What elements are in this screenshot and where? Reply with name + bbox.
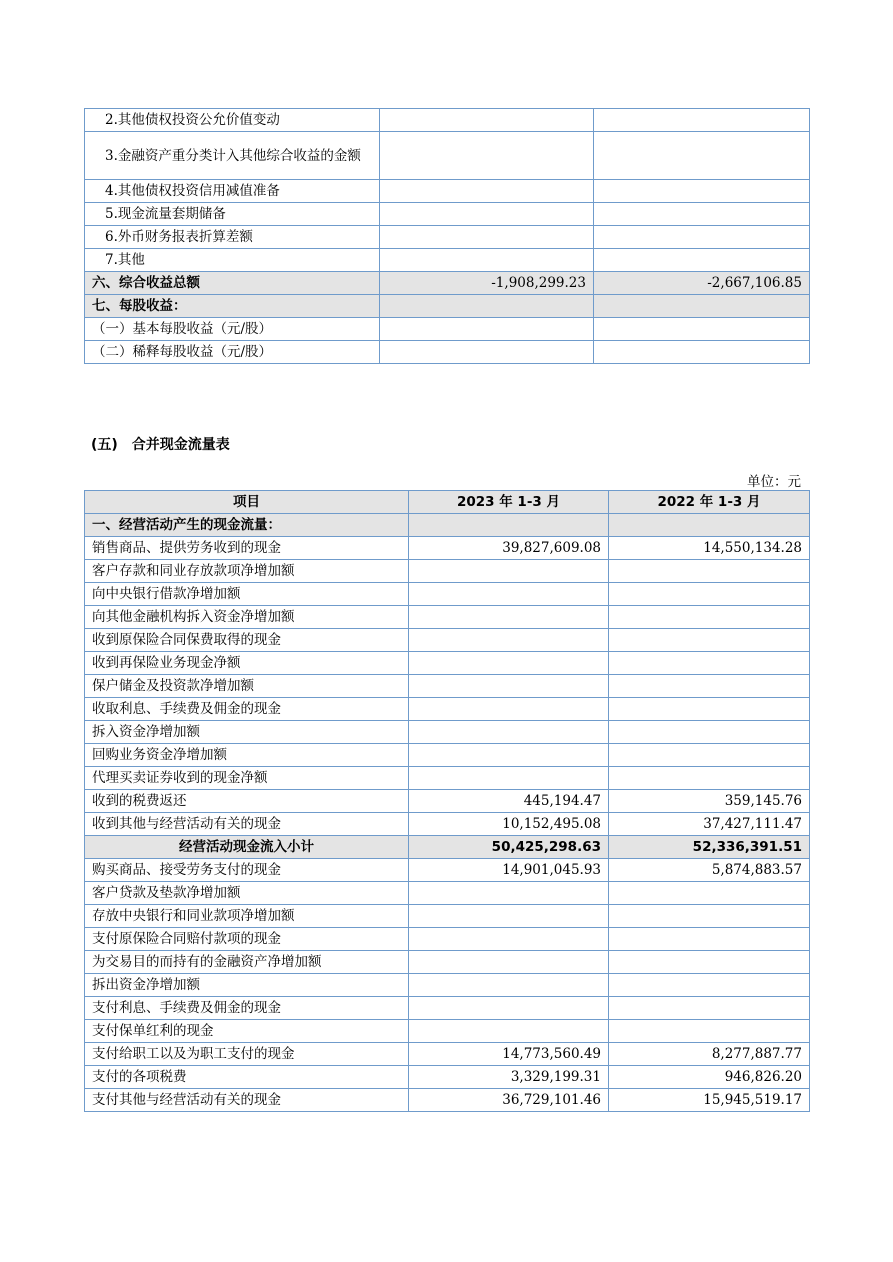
table-row: [85, 744, 810, 767]
value-current: [380, 109, 594, 132]
table-row: [85, 583, 810, 606]
row-label: 7.其他: [85, 249, 380, 272]
section-heading: 合并现金流量表: [131, 437, 230, 453]
table-row: [85, 1043, 810, 1066]
value-prior: -2,667,106.85: [594, 272, 810, 295]
value-current: [409, 928, 609, 951]
section-title: [91, 434, 230, 454]
row-label: 5.现金流量套期储备: [85, 203, 380, 226]
table-row: [85, 1066, 810, 1089]
table-row: [85, 882, 810, 905]
value-prior: [609, 721, 810, 744]
table-row: [85, 997, 810, 1020]
value-current: [380, 318, 594, 341]
table-row: [85, 132, 810, 180]
value-current: [380, 295, 594, 318]
table-row-total-comprehensive-income: [85, 272, 810, 295]
row-label: 向其他金融机构拆入资金净增加额: [85, 606, 409, 629]
value-prior: [609, 606, 810, 629]
value-prior: [609, 514, 810, 537]
value-current: [380, 226, 594, 249]
value-current: 14,773,560.49: [409, 1043, 609, 1066]
value-current: 39,827,609.08: [409, 537, 609, 560]
row-label: 客户贷款及垫款净增加额: [85, 882, 409, 905]
row-label: 支付原保险合同赔付款项的现金: [85, 928, 409, 951]
row-label: 2.其他债权投资公允价值变动: [85, 109, 380, 132]
row-label: 保户储金及投资款净增加额: [85, 675, 409, 698]
value-prior: [609, 951, 810, 974]
value-prior: [609, 560, 810, 583]
row-label: 收到再保险业务现金净额: [85, 652, 409, 675]
row-label: 代理买卖证券收到的现金净额: [85, 767, 409, 790]
value-prior: [594, 249, 810, 272]
row-label: 拆出资金净增加额: [85, 974, 409, 997]
value-current: [409, 997, 609, 1020]
table-row: [85, 859, 810, 882]
value-prior: [594, 341, 810, 364]
value-current: [409, 721, 609, 744]
value-prior: [609, 583, 810, 606]
value-current: [409, 767, 609, 790]
table-row: [85, 928, 810, 951]
table-row: [85, 652, 810, 675]
value-current: 14,901,045.93: [409, 859, 609, 882]
row-label: 3.金融资产重分类计入其他综合收益的金额: [85, 132, 380, 180]
table-row: [85, 537, 810, 560]
row-label: 6.外币财务报表折算差额: [85, 226, 380, 249]
row-label: 支付保单红利的现金: [85, 1020, 409, 1043]
value-prior: [609, 744, 810, 767]
table-row: [85, 318, 810, 341]
row-label: 收取利息、手续费及佣金的现金: [85, 698, 409, 721]
value-prior: 946,826.20: [609, 1066, 810, 1089]
value-current: [409, 606, 609, 629]
table-row: [85, 1020, 810, 1043]
value-prior: [609, 905, 810, 928]
value-prior: [609, 1020, 810, 1043]
cash-flow-table: [84, 490, 810, 1112]
table-row: [85, 606, 810, 629]
row-label: 支付利息、手续费及佣金的现金: [85, 997, 409, 1020]
table-row-eps-heading: [85, 295, 810, 318]
row-label: 向中央银行借款净增加额: [85, 583, 409, 606]
row-label: 七、每股收益：: [85, 295, 380, 318]
row-label: 支付给职工以及为职工支付的现金: [85, 1043, 409, 1066]
row-label: 存放中央银行和同业款项净增加额: [85, 905, 409, 928]
row-label: 为交易目的而持有的金融资产净增加额: [85, 951, 409, 974]
value-prior: [594, 226, 810, 249]
table-header-row: [85, 491, 810, 514]
value-prior: [609, 882, 810, 905]
row-label: 收到原保险合同保费取得的现金: [85, 629, 409, 652]
value-current: [409, 652, 609, 675]
row-label: 六、综合收益总额: [85, 272, 380, 295]
value-current: [380, 180, 594, 203]
value-current: 10,152,495.08: [409, 813, 609, 836]
row-label: （一）基本每股收益（元/股）: [85, 318, 380, 341]
value-current: [380, 249, 594, 272]
table-row-section-operating: [85, 514, 810, 537]
value-prior: [609, 698, 810, 721]
value-current: [409, 1020, 609, 1043]
row-label: （二）稀释每股收益（元/股）: [85, 341, 380, 364]
table-row: [85, 249, 810, 272]
value-current: 36,729,101.46: [409, 1089, 609, 1112]
value-current: [409, 629, 609, 652]
table-row: [85, 813, 810, 836]
value-prior: [594, 132, 810, 180]
table-row: [85, 905, 810, 928]
value-prior: 15,945,519.17: [609, 1089, 810, 1112]
table-row: [85, 629, 810, 652]
value-prior: [594, 203, 810, 226]
table-row: [85, 1089, 810, 1112]
table-row: [85, 560, 810, 583]
value-current: 3,329,199.31: [409, 1066, 609, 1089]
row-label: 购买商品、接受劳务支付的现金: [85, 859, 409, 882]
header-item: 项目: [85, 491, 409, 514]
row-label: 拆入资金净增加额: [85, 721, 409, 744]
value-current: [380, 341, 594, 364]
row-label: 销售商品、提供劳务收到的现金: [85, 537, 409, 560]
table-row-operating-inflow-subtotal: [85, 836, 810, 859]
value-prior: 37,427,111.47: [609, 813, 810, 836]
value-current: [409, 974, 609, 997]
value-prior: 5,874,883.57: [609, 859, 810, 882]
value-prior: 52,336,391.51: [609, 836, 810, 859]
row-label: 经营活动现金流入小计: [85, 836, 409, 859]
row-label: 回购业务资金净增加额: [85, 744, 409, 767]
value-current: [409, 951, 609, 974]
row-label: 收到的税费返还: [85, 790, 409, 813]
value-current: [409, 882, 609, 905]
row-label: 收到其他与经营活动有关的现金: [85, 813, 409, 836]
value-current: [380, 203, 594, 226]
value-prior: 359,145.76: [609, 790, 810, 813]
row-label: 4.其他债权投资信用减值准备: [85, 180, 380, 203]
header-current-period: 2023 年 1-3 月: [409, 491, 609, 514]
table-row: [85, 109, 810, 132]
table-row: [85, 675, 810, 698]
row-label: 一、经营活动产生的现金流量：: [85, 514, 409, 537]
table-row: [85, 721, 810, 744]
value-current: [409, 905, 609, 928]
section-number: (五): [91, 437, 118, 453]
header-prior-period: 2022 年 1-3 月: [609, 491, 810, 514]
value-current: [409, 698, 609, 721]
value-prior: [609, 767, 810, 790]
value-prior: [609, 652, 810, 675]
value-current: [409, 583, 609, 606]
table-row: [85, 698, 810, 721]
table-row: [85, 341, 810, 364]
value-prior: [609, 629, 810, 652]
value-prior: [609, 997, 810, 1020]
unit-label: 单位：元: [747, 474, 801, 490]
value-prior: [609, 675, 810, 698]
table-row: [85, 203, 810, 226]
value-current: [409, 744, 609, 767]
row-label: 支付其他与经营活动有关的现金: [85, 1089, 409, 1112]
value-prior: 14,550,134.28: [609, 537, 810, 560]
value-prior: [594, 180, 810, 203]
value-current: [409, 675, 609, 698]
row-label: 客户存款和同业存放款项净增加额: [85, 560, 409, 583]
row-label: 支付的各项税费: [85, 1066, 409, 1089]
table-row: [85, 226, 810, 249]
value-prior: [609, 974, 810, 997]
value-current: [409, 560, 609, 583]
value-current: [409, 514, 609, 537]
value-current: -1,908,299.23: [380, 272, 594, 295]
value-prior: 8,277,887.77: [609, 1043, 810, 1066]
table-row: [85, 790, 810, 813]
value-prior: [594, 109, 810, 132]
table-row: [85, 974, 810, 997]
table-row: [85, 951, 810, 974]
table-row: [85, 767, 810, 790]
table-row: [85, 180, 810, 203]
value-current: [380, 132, 594, 180]
value-current: 50,425,298.63: [409, 836, 609, 859]
value-prior: [594, 318, 810, 341]
value-prior: [609, 928, 810, 951]
value-prior: [594, 295, 810, 318]
income-statement-tail-table: [84, 108, 810, 364]
value-current: 445,194.47: [409, 790, 609, 813]
